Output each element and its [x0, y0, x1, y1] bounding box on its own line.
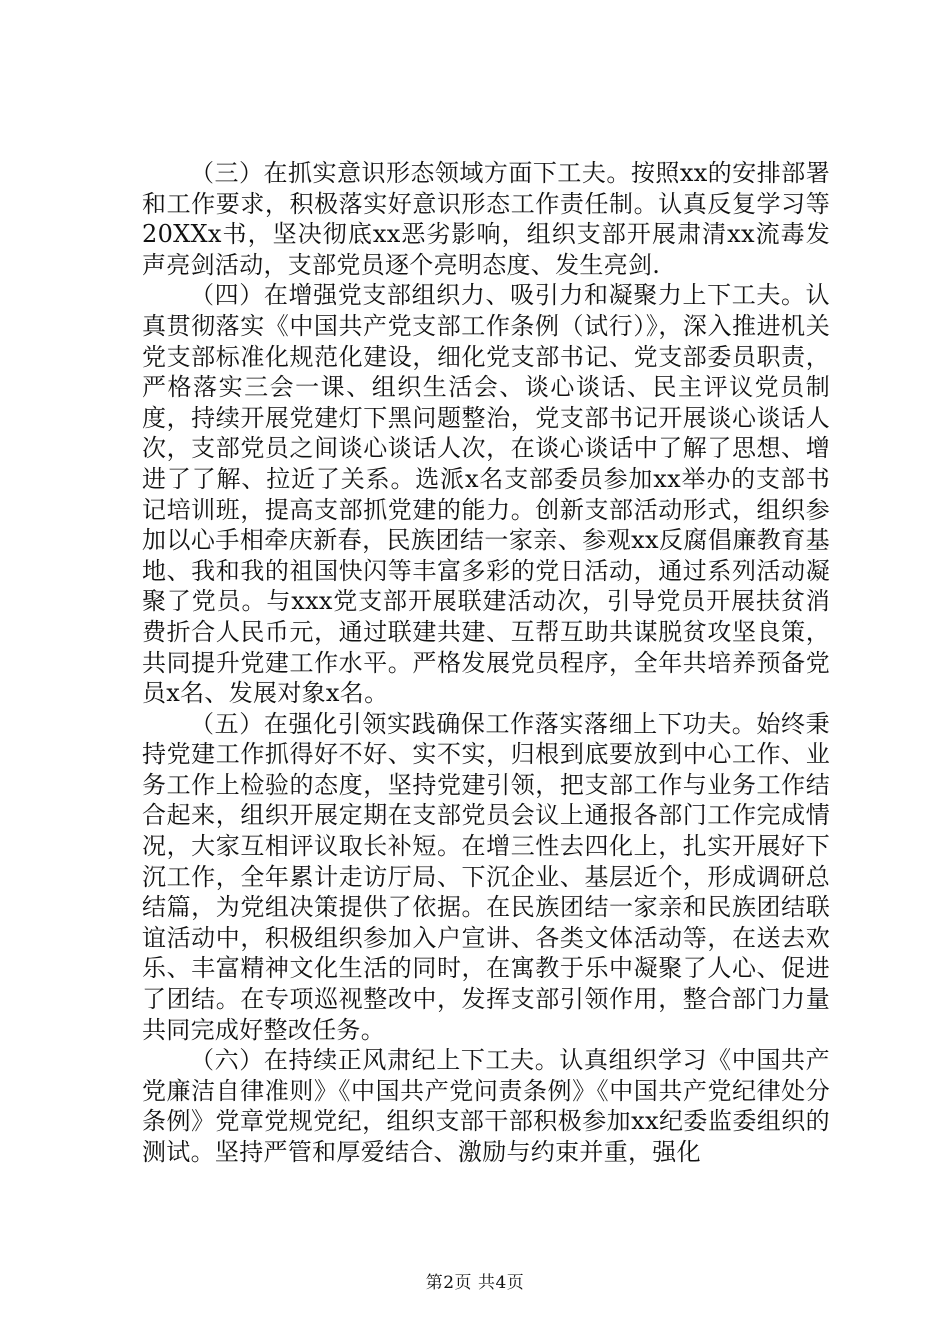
paragraph-section-3: （三）在抓实意识形态领域方面下工夫。按照xx的安排部署和工作要求，积极落实好意识形态工作责任制。认真反复学习等20XXx书，坚决彻底xx恶劣影响，组织支部开展肃清xx流毒发声亮剑活动，支部党员逐个亮明态度、发生亮剑.	[142, 159, 830, 279]
paragraph-section-6: （六）在持续正风肃纪上下工夫。认真组织学习《中国共产党廉洁自律准则》《中国共产党问责条例》《中国共产党纪律处分条例》党章党规党纪，组织支部干部积极参加xx纪委监委组织的测试。坚持严管和厚爱结合、激励与约束并重，强化	[142, 1046, 830, 1166]
page-number-footer: 第2页 共4页	[425, 1273, 525, 1293]
paragraph-section-4: （四）在增强党支部组织力、吸引力和凝聚力上下工夫。认真贯彻落实《中国共产党支部工作条例（试行）》，深入推进机关党支部标准化规范化建设，细化党支部书记、党支部委员职责，严格落实三会一课、组织生活会、谈心谈话、民主评议党员制度，持续开展党建灯下黑问题整治，党支部书记开展谈心谈话人次，支部党员之间谈心谈话人次，在谈心谈话中了解了思想、增进了了解、拉近了关系。选派x名支部委员参加xx举办的支部书记培训班，提高支部抓党建的能力。创新支部活动形式，组织参加以心手相牵庆新春，民族团结一家亲、参观xx反腐倡廉教育基地、我和我的祖国快闪等丰富多彩的党日活动，通过系列活动凝聚了党员。与xxx党支部开展联建活动次，引导党员开展扶贫消费折合人民币元，通过联建共建、互帮互助共谋脱贫攻坚良策，共同提升党建工作水平。严格发展党员程序，全年共培养预备党员x名、发展对象x名。	[142, 281, 830, 708]
document-body	[142, 158, 830, 1168]
paragraph-section-5: （五）在强化引领实践确保工作落实落细上下功夫。始终秉持党建工作抓得好不好、实不实，归根到底要放到中心工作、业务工作上检验的态度，坚持党建引领，把支部工作与业务工作结合起来，组织开展定期在支部党员会议上通报各部门工作完成情况，大家互相评议取长补短。在增三性去四化上，扎实开展好下沉工作，全年累计走访厅局、下沉企业、基层近个，形成调研总结篇，为党组决策提供了依据。在民族团结一家亲和民族团结联谊活动中，积极组织参加入户宣讲、各类文体活动等，在送去欢乐、丰富精神文化生活的同时，在寓教于乐中凝聚了人心、促进了团结。在专项巡视整改中，发挥支部引领作用，整合部门力量共同完成好整改任务。	[142, 709, 830, 1044]
